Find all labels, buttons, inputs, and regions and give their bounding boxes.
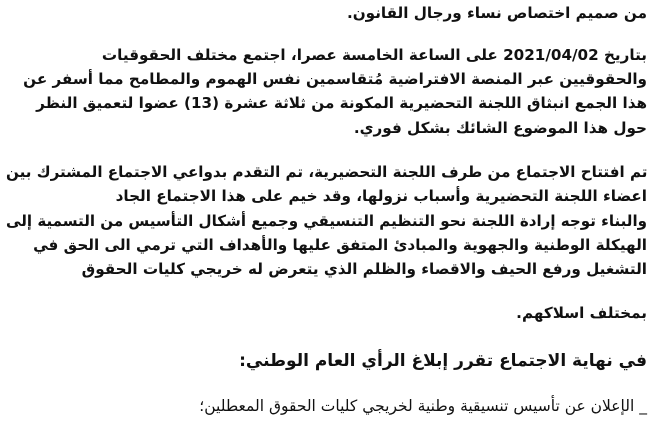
intro-tail-line: من صميم اختصاص نساء ورجال القانون. xyxy=(346,4,647,22)
conclusion-heading: في نهاية الاجتماع تقرر إبلاغ الرأي العام الوطني: xyxy=(239,351,647,371)
paragraph-1-line-1: بتاريخ 2021/04/02 على الساعة الخامسة عصرا، اجتمع مختلف الحقوقيات xyxy=(101,46,647,64)
paragraph-2-line-6: بمختلف اسلاكهم. xyxy=(516,304,647,322)
paragraph-2-line-4: الهيكلة الوطنية والجهوية والمبادئ المتفق عليها والأهداف التي ترمي الى الحق في xyxy=(33,236,647,254)
paragraph-1-line-2: والحقوقيين عبر المنصة الافتراضية مُتقاسمين نفس الهموم والمطامح مما أسفر عن xyxy=(23,70,647,88)
paragraph-2-line-3: والبناء توجه إرادة اللجنة نحو التنظيم التنسيقي وجميع أشكال التأسيس من التسمية إلى xyxy=(6,212,647,230)
paragraph-2-line-2: اعضاء اللجنة التحضيرية وأسباب نزولها، وقد خيم على هذا الاجتماع الجاد xyxy=(115,187,647,205)
paragraph-1-line-3: هذا الجمع انبثاق اللجنة التحضيرية المكونة من ثلاثة عشرة (13) عضوا لتعميق النظر xyxy=(36,94,647,112)
paragraph-2-line-5: التشغيل ورفع الحيف والاقصاء والظلم الذي يتعرض له خريجي كليات الحقوق xyxy=(81,260,647,278)
paragraph-1-line-4: حول هذا الموضوع الشائك بشكل فوري. xyxy=(353,119,647,137)
paragraph-2-line-1: تم افتتاح الاجتماع من طرف اللجنة التحضيرية، تم التقدم بدواعي الاجتماع المشترك بين xyxy=(5,163,647,181)
list-item-1: _ الإعلان عن تأسيس تنسيقية وطنية لخريجي كليات الحقوق المعطلين؛ xyxy=(199,397,647,415)
